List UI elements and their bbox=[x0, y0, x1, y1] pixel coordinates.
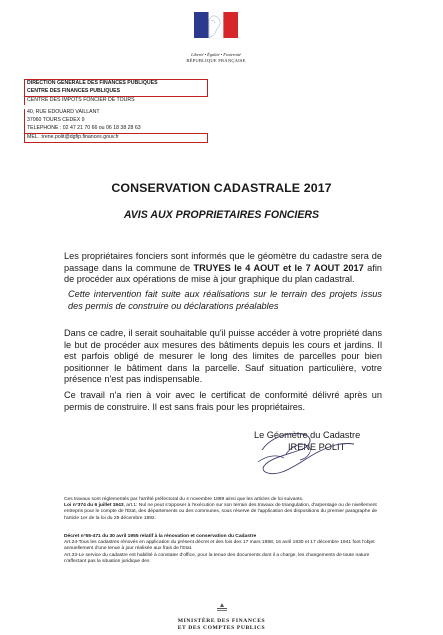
visit-dates: TRUYES le 4 AOUT et le 7 AOUT 2017 bbox=[193, 262, 364, 273]
legal-intro: Ces travaux sont réglementés par l'arrêté préfectoral du 4 novembre 1899 ainsi que les articles de loi suivants. bbox=[64, 497, 304, 502]
announcement-text-end: afin de procéder aux opérations de mise à jour graphique du plan cadastral. bbox=[64, 262, 382, 285]
law-text: , art.1: Nul ne peut s'opposer à l'exécution sur son terrain des travaux de triangulation, d'arpentage ou de nivellement entrepris pour le compte de l'Etat, des départements ou des communes, sous réserve de l'application des dispositions du premier paragraphe de l'article 1er de la loi du 29 décembre 1892. bbox=[64, 503, 378, 521]
signature-name: IRENE POLIT bbox=[288, 442, 346, 452]
signature-role: Le Géomètre du Cadastre bbox=[254, 430, 361, 440]
republique-francaise-logo bbox=[186, 12, 246, 70]
document-subtitle: AVIS AUX PROPRIETAIRES FONCIERS bbox=[123, 209, 320, 221]
decree-article-33: Art.33-Le service du cadastre est habilité à constater d'office, pour la tenue des documents dont il a charge, les changements de toute nature n'affectant pas la situation juridique des bbox=[64, 552, 370, 564]
paragraph-announcement bbox=[64, 251, 382, 286]
sender-address-block bbox=[24, 79, 208, 143]
ministry-name-line1: MINISTÈRE DES FINANCES bbox=[177, 618, 266, 624]
sender-service: CENTRE DES IMPÔTS FONCIER DE TOURS bbox=[24, 97, 208, 105]
announcement-text-start: Les propriétaires fonciers sont informés que le géomètre du cadastre sera de passage dans la commune de bbox=[64, 251, 382, 273]
law-reference: Loi n°374 du 6 juillet 1943 bbox=[64, 503, 124, 509]
document-title: CONSERVATION CADASTRALE 2017 bbox=[111, 181, 332, 195]
marianne-icon bbox=[194, 12, 238, 50]
ministry-name-line2: ET DES COMPTES PUBLICS bbox=[177, 625, 266, 631]
ministry-emblem-icon bbox=[214, 603, 230, 613]
sender-centre: CENTRE DES FINANCES PUBLIQUES bbox=[24, 88, 208, 97]
legal-text-decree bbox=[64, 534, 382, 565]
sender-city: 37060 TOURS CEDEX 9 bbox=[24, 117, 208, 125]
sender-street: 40, RUE EDOUARD VAILLANT bbox=[24, 109, 208, 117]
sender-phone: TÉLÉPHONE : 02 47 21 70 66 ou 06 18 38 28 63 bbox=[24, 125, 208, 133]
decree-title: Décret n°55-471 du 30 avril 1955 relatif à la rénovation et conservation du Cadastre bbox=[64, 534, 257, 539]
decree-article-24: Art.24-Tous les cadastres rénovés en application du présent décret et des lois des 17 mars 1898, 16 avril 1930 et 17 décembre 1941 font l'objet annuellement d'une tenue à jour réalisée aux frais de l'Etat. bbox=[64, 540, 375, 552]
paragraph-context: Cette intervention fait suite aux réalisations sur le terrain des projets issus des permis de construire ou déclarations préalables bbox=[68, 289, 382, 311]
logo-republic-name: RÉPUBLIQUE FRANÇAISE bbox=[186, 58, 246, 63]
paragraph-no-cost: Ce travail n'a rien à voir avec le certificat de conformité délivré après un permis de construire. Il est sans frais pour les propriétaires. bbox=[64, 390, 382, 412]
ministry-logo bbox=[160, 600, 283, 632]
sender-email: MÉL. :irene.polit@dgfip.finances.gouv.fr bbox=[24, 133, 208, 143]
logo-motto: Liberté • Égalité • Fraternité bbox=[191, 52, 241, 57]
handwritten-signature-icon bbox=[256, 428, 366, 484]
paragraph-access-request: Dans ce cadre, il serait souhaitable qu'il puisse accéder à votre propriété dans le but de procéder aux mesures des bâtiments depuis les cours et jardins. Il est parfois obligé de mesurer le long des limites de parcelles pour bien positionner le bâtiment dans la parcelle. Sauf situation particulière, votre présence n'est pas indispensable. bbox=[64, 328, 382, 385]
legal-text-law bbox=[64, 497, 382, 522]
sender-direction: DIRECTION GÉNÉRALE DES FINANCES PUBLIQUES bbox=[24, 79, 208, 88]
